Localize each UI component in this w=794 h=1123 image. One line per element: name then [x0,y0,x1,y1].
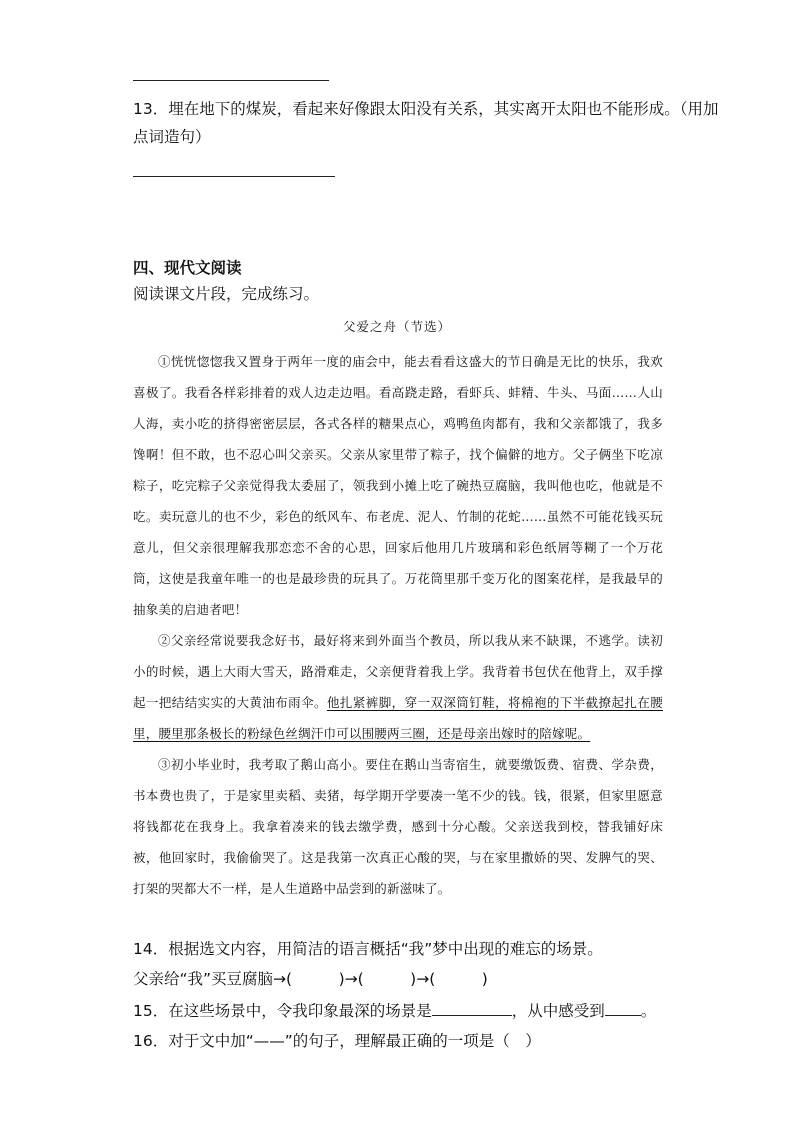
answer-blank-scene[interactable] [432,1001,512,1016]
passage-title: 父爱之舟（节选） [342,319,451,334]
passage-paragraph-1: ①恍恍惚惚我又置身于两年一度的庙会中，能去看看这盛大的节日确是无比的快乐，我欢喜极了。我看各样彩排着的戏人边走边唱。看高跷走路，看虾兵、蚌精、牛头、马面……人山人海，卖小吃的挤得密密层层，各式各样的糖果点心，鸡鸭鱼肉都有，我和父亲都饿了，我多馋啊！但不敢，也不忍心叫父亲买。父亲从家里带了粽子，找个偏僻的地方。父子俩坐下吃凉粽子，吃完粽子父亲觉得我太委屈了，领我到小摊上吃了碗热豆腐脑，我叫他也吃，他就是不吃。卖玩意儿的也不少，彩色的纸风车、布老虎、泥人、竹制的花蛇……虽然不可能花钱买玩意儿，但父亲很理解我那恋恋不舍的心思，回家后他用几片玻璃和彩色纸屑等糊了一个万花筒，这使是我童年唯一的也是最珍贵的玩具了。万花筒里那千变万化的图案花样，是我最早的抽象美的启迪者吧！ [133,354,663,617]
passage-paragraph-3: ③初小毕业时，我考取了鹅山高小。要住在鹅山当寄宿生，就要缴饭费、宿费、学杂费，书本费也贵了，于是家里卖稻、卖猪，每学期开学要凑一笔不少的钱。钱，很紧，但家里愿意将钱都花在我身上。我拿着凑来的钱去缴学费，感到十分心酸。父亲送我到校，替我铺好床被，他回家时，我偷偷哭了。这是我第一次真正心酸的哭，与在家里撒娇的哭、发脾气的哭、打架的哭都大不一样，是人生道路中品尝到的新滋味了。 [133,757,663,896]
question-15-part-2: ，从中感受到 [511,1002,605,1020]
answer-blank-feeling[interactable] [605,1001,641,1016]
question-13-line-2: 点词造句） [133,128,211,146]
section-heading: 四、现代文阅读 [133,259,242,277]
question-14: 14．根据选文内容，用简洁的语言概括“我”梦中出现的难忘的场景。 [133,940,603,958]
passage-paragraph-2 [133,625,663,749]
question-15 [133,1000,656,1022]
question-13-line-1: 13．埋在地下的煤炭，看起来好像跟太阳没有关系，其实离开太阳也不能形成。（用加 [133,100,719,118]
question-14-answer-template: 父亲给“我”买豆腐脑→( )→( )→( ) [133,970,488,988]
question-16: 16．对于文中加“——”的句子，理解最正确的一项是（ ） [133,1032,541,1050]
paragraph-2-text: ②父亲经常说要我念好书，最好将来到外面当个教员，所以我从来不缺课，不逃学。读初小的时候，遇上大雨大雪天，路滑难走，父亲便背着我上学。我背着书包伏在他背上，双手撑起一把结结实实的大黄油布雨伞。 [133,633,663,710]
question-15-part-1: 15．在这些场景中，令我印象最深的场景是 [133,1002,432,1020]
section-instruction: 阅读课文片段，完成练习。 [133,285,320,303]
passage-body [133,346,663,904]
underlined-sentence: 他扎紧裤脚，穿一双深筒钉鞋，将棉袍的下半截撩起扎在腰里，腰里那条极长的粉绿色丝绸汗巾可以围腰两三圈，还是母亲出嫁时的陪嫁呢。 [133,695,663,741]
question-15-part-3: 。 [640,1002,657,1020]
answer-line-q12 [133,80,329,81]
answer-line-q13 [133,176,335,177]
